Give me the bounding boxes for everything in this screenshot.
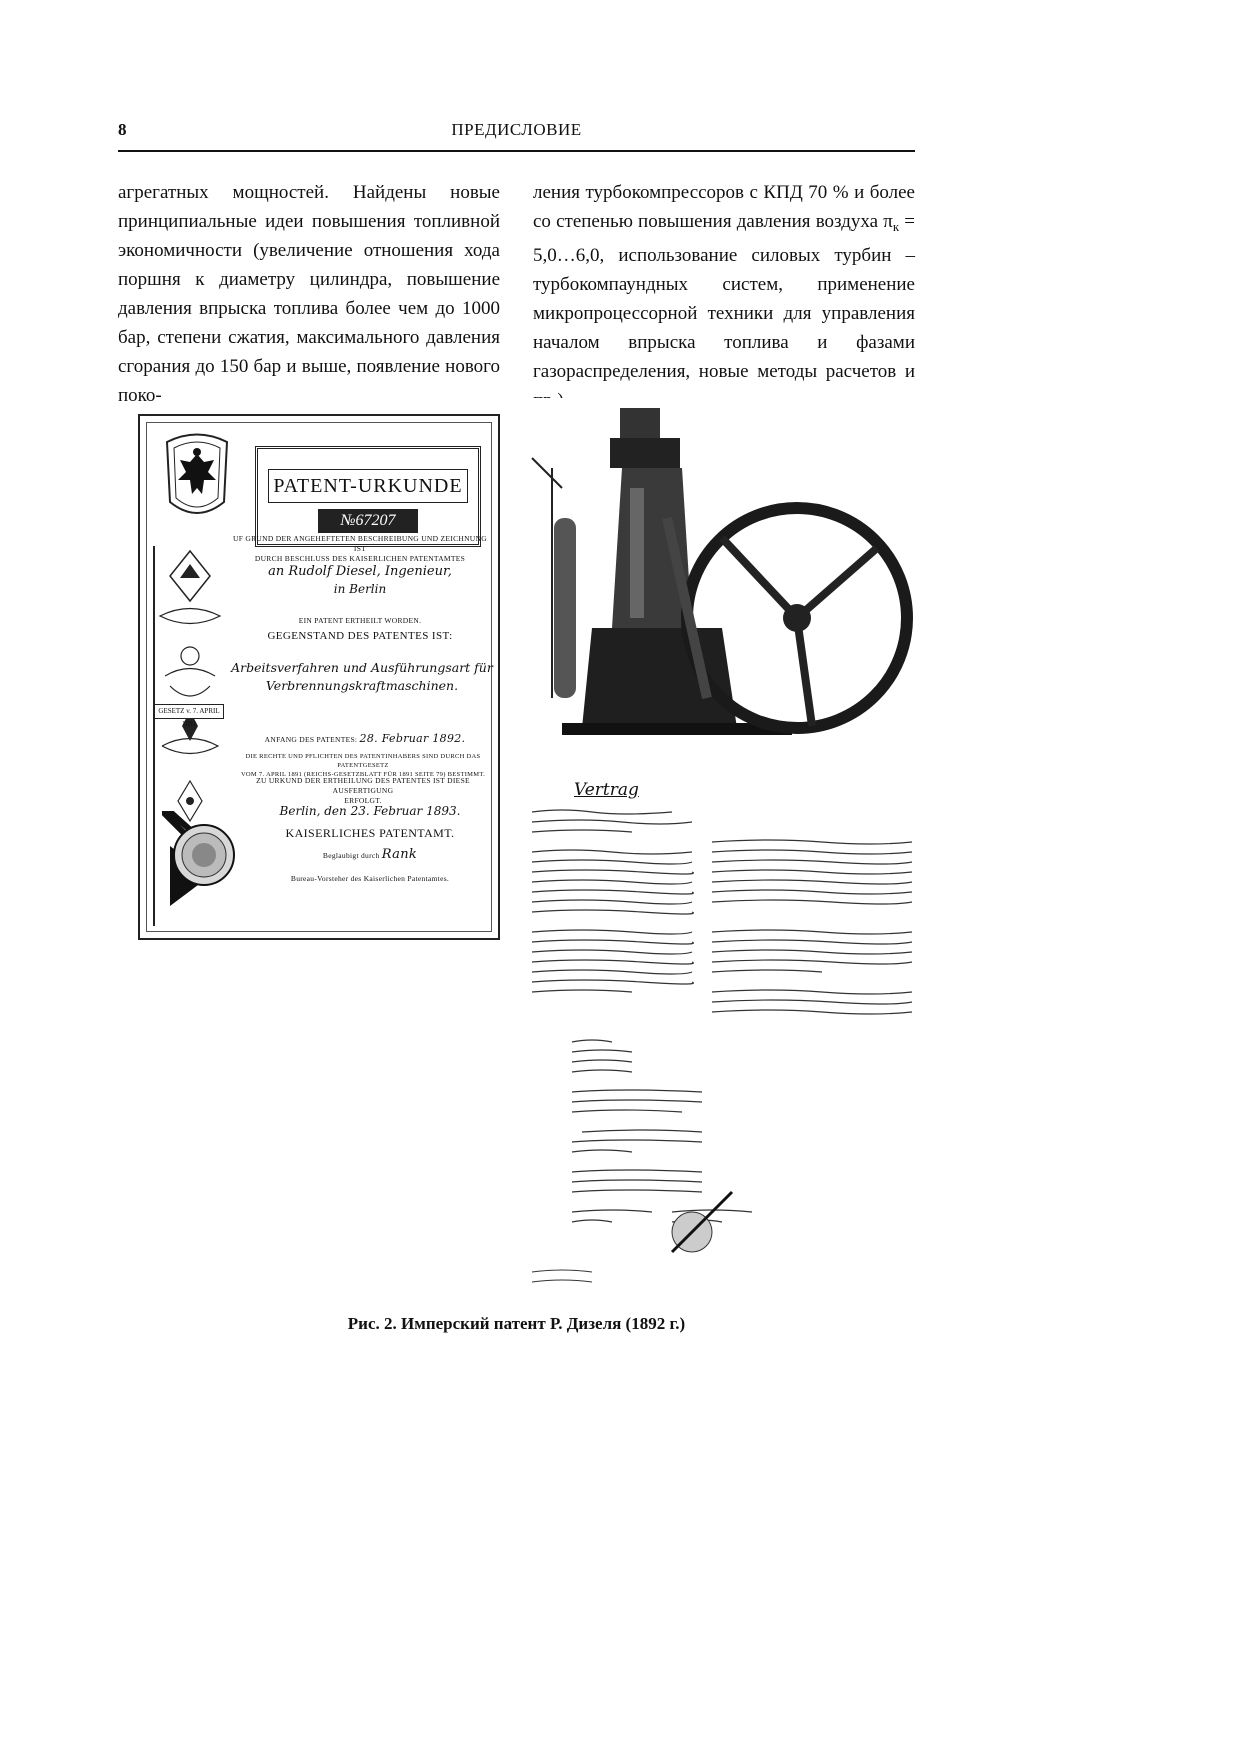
page-number: 8 xyxy=(118,120,127,139)
running-head: ПРЕДИСЛОВИЕ xyxy=(451,120,582,139)
preamble-line-1: UF GRUND DER ANGEHEFTETEN BESCHREIBUNG UND ZEICHNUNG IST xyxy=(233,534,487,553)
patent-preamble xyxy=(230,534,490,564)
paragraph-right-end: = 5,0…6,0, использование силовых турбин – турбокомпаундных систем, применение микропроцессорной техники для управления началом впрыска топлива и фазами газораспределения, новые методы расчетов и xyxy=(533,211,916,382)
wax-seal-icon xyxy=(162,811,242,891)
patent-certified-label: Beglaubigt durch xyxy=(322,851,380,860)
patent-subject-heading: GEGENSTAND DES PATENTES IST: xyxy=(267,630,453,642)
patent-rights-line-2: VOM 7. APRIL 1891 (REICHS-GESETZBLATT FÜR 1891 SEITE 79) BESTIMMT. xyxy=(240,771,486,778)
patent-start xyxy=(240,734,490,745)
paragraph-right xyxy=(533,178,915,415)
patent-authority: KAISERLICHES PATENTAMT. xyxy=(285,826,455,840)
patent-number: №67207 xyxy=(318,509,418,533)
patent-place-date: Berlin, den 23. Februar 1893. xyxy=(279,804,461,818)
figure-caption: Рис. 2. Имперский патент Р. Дизеля (1892 г.) xyxy=(347,1314,686,1333)
patent-certificate-image xyxy=(138,414,500,940)
preamble-line-2: DURCH BESCHLUSS DES KAISERLICHEN PATENTAMTES xyxy=(254,554,466,563)
handwriting-lines-icon xyxy=(522,802,917,1300)
text-column-right xyxy=(533,178,915,415)
paragraph-right-start: ления турбокомпрессоров с КПД 70 % и более со степенью повышения давления воздуха π xyxy=(533,182,915,232)
page-header xyxy=(118,118,915,152)
patent-date-badge: GESETZ v. 7. APRIL 1891 xyxy=(154,704,224,719)
patent-certified xyxy=(250,847,490,862)
patent-title-box xyxy=(255,446,481,547)
patent-granted: EIN PATENT ERTHEILT WORDEN. xyxy=(298,616,422,625)
patent-start-label: ANFANG DES PATENTES: xyxy=(264,735,358,744)
pi-subscript: к xyxy=(892,219,900,234)
patent-document-line-2: ERFOLGT. xyxy=(344,796,382,805)
patent-office: Bureau-Vorsteher des Kaiserlichen Patentamtes. xyxy=(290,874,450,883)
text-column-left xyxy=(118,178,500,410)
patent-signature: Rank xyxy=(381,847,418,862)
paragraph-left: агрегатных мощностей. Найдены новые принципиальные идеи повышения топливной экономичности (увеличение отношения хода поршня к диаметру цилиндра, повышение давления впрыска топлива более чем до 1000 бар, степени сжатия, максимального давления сгорания до 150 бар и выше, появление нового поко- xyxy=(118,182,500,406)
patent-subject-line-1: Arbeitsverfahren und Ausführungsart für xyxy=(231,660,493,675)
patent-document-line-1: ZU URKUND DER ERTHEILUNG DES PATENTES IST DIESE AUSFERTIGUNG xyxy=(256,776,470,795)
contract-title: Vertrag xyxy=(574,780,639,800)
patent-start-date: 28. Februar 1892. xyxy=(359,732,466,745)
diesel-engine-photo xyxy=(522,398,914,754)
patent-subject-line-2: Verbrennungskraftmaschinen. xyxy=(265,678,459,693)
patent-city: in Berlin xyxy=(333,582,387,596)
patent-rights-line-1: DIE RECHTE UND PFLICHTEN DES PATENTINHABERS SIND DURCH DAS PATENTGESETZ xyxy=(245,753,481,769)
patent-recipient: an Rudolf Diesel, Ingenieur, xyxy=(268,564,452,579)
patent-rights xyxy=(232,752,494,779)
patent-title: PATENT-URKUNDE xyxy=(268,469,468,503)
patent-document xyxy=(232,776,494,806)
contract-manuscript-image xyxy=(522,780,917,1300)
imperial-eagle-crest-icon xyxy=(162,432,232,522)
